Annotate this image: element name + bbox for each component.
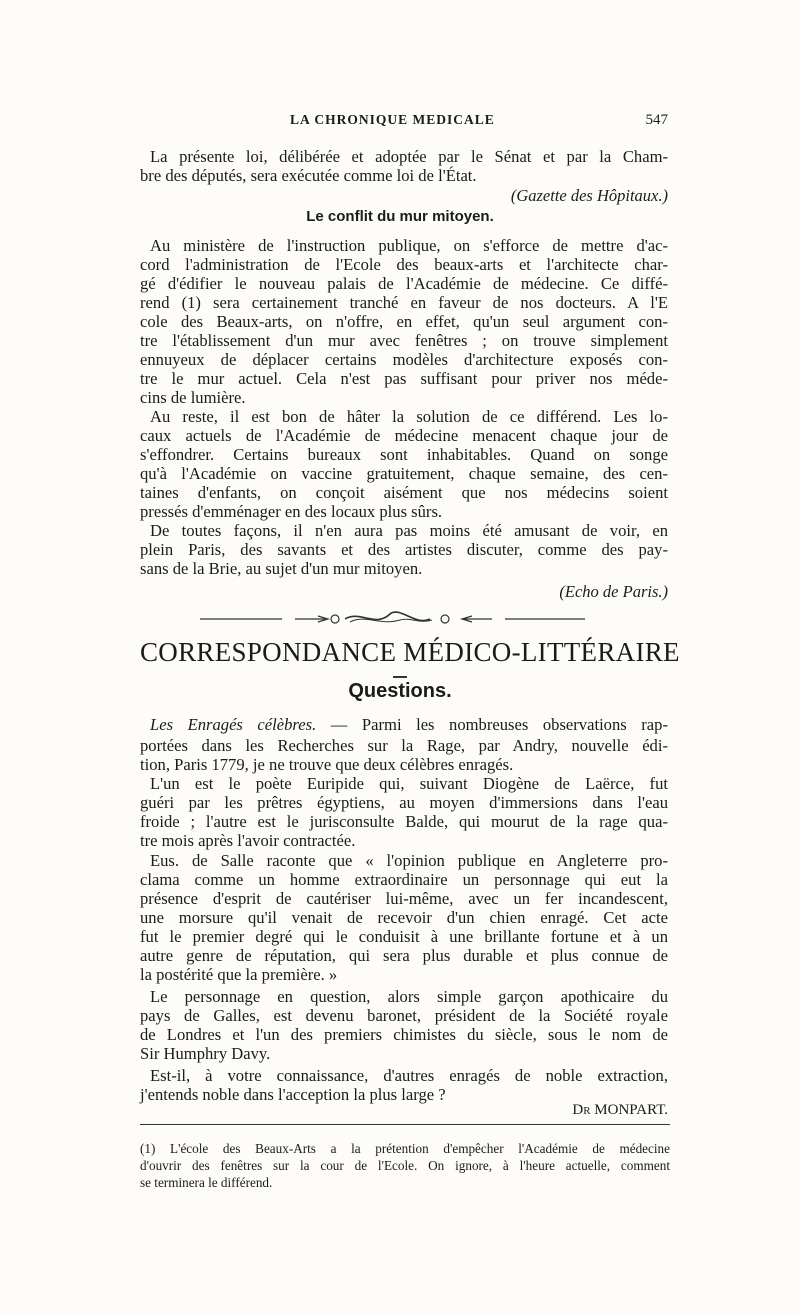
text-line: tre mois après l'avoir contractée.: [140, 831, 356, 850]
signature: Dr MONPART.: [572, 1102, 668, 1118]
text-line: Les Enragés célèbres. — Parmi les nombreuses observations rap-: [150, 715, 668, 734]
text-line: guéri par les prêtres égyptiens, au moyen d'immersions dans l'eau: [140, 793, 668, 812]
text-line: L'un est le poète Euripide qui, suivant Diogène de Laërce, fut: [150, 774, 668, 793]
text-line: fut le premier degré qui le conduisit à une brillante fortune et à un: [140, 927, 668, 946]
text-line: tre le mur actuel. Cela n'est pas suffisant pour priver nos méde-: [140, 369, 668, 388]
text-line: cole des Beaux-arts, on n'offre, en effet, qu'un seul argument con-: [140, 312, 668, 331]
subsection-title: Questions.: [348, 680, 452, 702]
text-line: caux actuels de l'Académie de médecine menacent chaque jour de: [140, 426, 668, 445]
text-line: bre des députés, sera exécutée comme loi de l'État.: [140, 166, 477, 185]
text-line: tre l'établissement d'un mur avec fenêtres ; on trouve simplement: [140, 331, 668, 350]
text-line: Au reste, il est bon de hâter la solution de ce différend. Les lo-: [150, 407, 668, 426]
text-line: portées dans les Recherches sur la Rage, par Andry, nouvelle édi-: [140, 736, 668, 755]
source-citation: (Gazette des Hôpitaux.): [510, 186, 668, 205]
footnote-line: (1) L'école des Beaux-Arts a la prétention d'empêcher l'Académie de médecine: [140, 1141, 670, 1156]
text-line: ennuyeux de déplacer certains modèles d'architecture exposés con-: [140, 350, 668, 369]
text-line: Sir Humphry Davy.: [140, 1044, 271, 1063]
footnote-line: se terminera le différend.: [140, 1175, 273, 1190]
text-line: plein Paris, des savants et des artistes discuter, comme des pay-: [140, 540, 668, 559]
text-line: autre genre de réputation, qui sera plus durable et plus connue de: [140, 946, 668, 965]
text-line: une morsure qu'il venait de recevoir d'un chien enragé. Cet acte: [140, 908, 668, 927]
section-title: Le conflit du mur mitoyen.: [306, 208, 494, 225]
text-line: Le personnage en question, alors simple garçon apothicaire du: [150, 987, 668, 1006]
text-line: j'entends noble dans l'acception la plus large ?: [140, 1085, 446, 1104]
text-line: cins de lumière.: [140, 388, 246, 407]
running-title: LA CHRONIQUE MEDICALE: [290, 112, 495, 127]
text-line: taines d'enfants, on conçoit aisément que nos médecins soient: [140, 483, 668, 502]
ornament-divider: [200, 608, 600, 628]
text-line: présence d'esprit de cautériser lui-même, avec un fer incandescent,: [140, 889, 668, 908]
text-line: froide ; l'autre est le jurisconsulte Balde, qui mourut de la rage qua-: [140, 812, 668, 831]
footnote-line: d'ouvrir des fenêtres sur la cour de l'Ecole. On ignore, à l'heure actuelle, comment: [140, 1158, 670, 1173]
text-line: gé d'édifier le nouveau palais de l'Académie de médecine. Ce diffé-: [140, 274, 668, 293]
text-line: La présente loi, délibérée et adoptée par le Sénat et par la Cham-: [150, 147, 668, 166]
footnote-rule: [140, 1124, 670, 1125]
question-title: Les Enragés célèbres.: [150, 715, 317, 734]
text-line: clama comme un homme extraordinaire un personnage qui eut la: [140, 870, 668, 889]
section-heading: CORRESPONDANCE MÉDICO-LITTÉRAIRE: [140, 637, 680, 667]
text-line: Eus. de Salle raconte que « l'opinion publique en Angleterre pro-: [150, 851, 668, 870]
text-line: pays de Galles, est devenu baronet, président de la Société royale: [140, 1006, 668, 1025]
text-line: sans de la Brie, au sujet d'un mur mitoyen.: [140, 559, 423, 578]
small-rule: [393, 676, 407, 678]
text-line: s'effondrer. Certains bureaux sont inhabitables. Quand on songe: [140, 445, 668, 464]
text-line: de Londres et l'un des premiers chimistes du siècle, sous le nom de: [140, 1025, 668, 1044]
text-line: Est-il, à votre connaissance, d'autres enragés de noble extraction,: [150, 1066, 668, 1085]
text-line: De toutes façons, il n'en aura pas moins été amusant de voir, en: [150, 521, 668, 540]
text-line: qu'à l'Académie on vaccine gratuitement, chaque semaine, des cen-: [140, 464, 668, 483]
page-number: 547: [645, 112, 668, 128]
text-line: tion, Paris 1779, je ne trouve que deux célèbres enragés.: [140, 755, 514, 774]
running-header: [140, 112, 668, 132]
text-line: rend (1) sera certainement tranché en faveur de nos docteurs. A l'E: [140, 293, 668, 312]
text-line: la postérité que la première. »: [140, 965, 338, 984]
source-citation: (Echo de Paris.): [559, 582, 668, 601]
text-line: pressés d'emménager en des locaux plus sûrs.: [140, 502, 443, 521]
text-line: cord l'administration de l'Ecole des beaux-arts et l'architecte char-: [140, 255, 668, 274]
text-line: Au ministère de l'instruction publique, on s'efforce de mettre d'ac-: [150, 236, 668, 255]
